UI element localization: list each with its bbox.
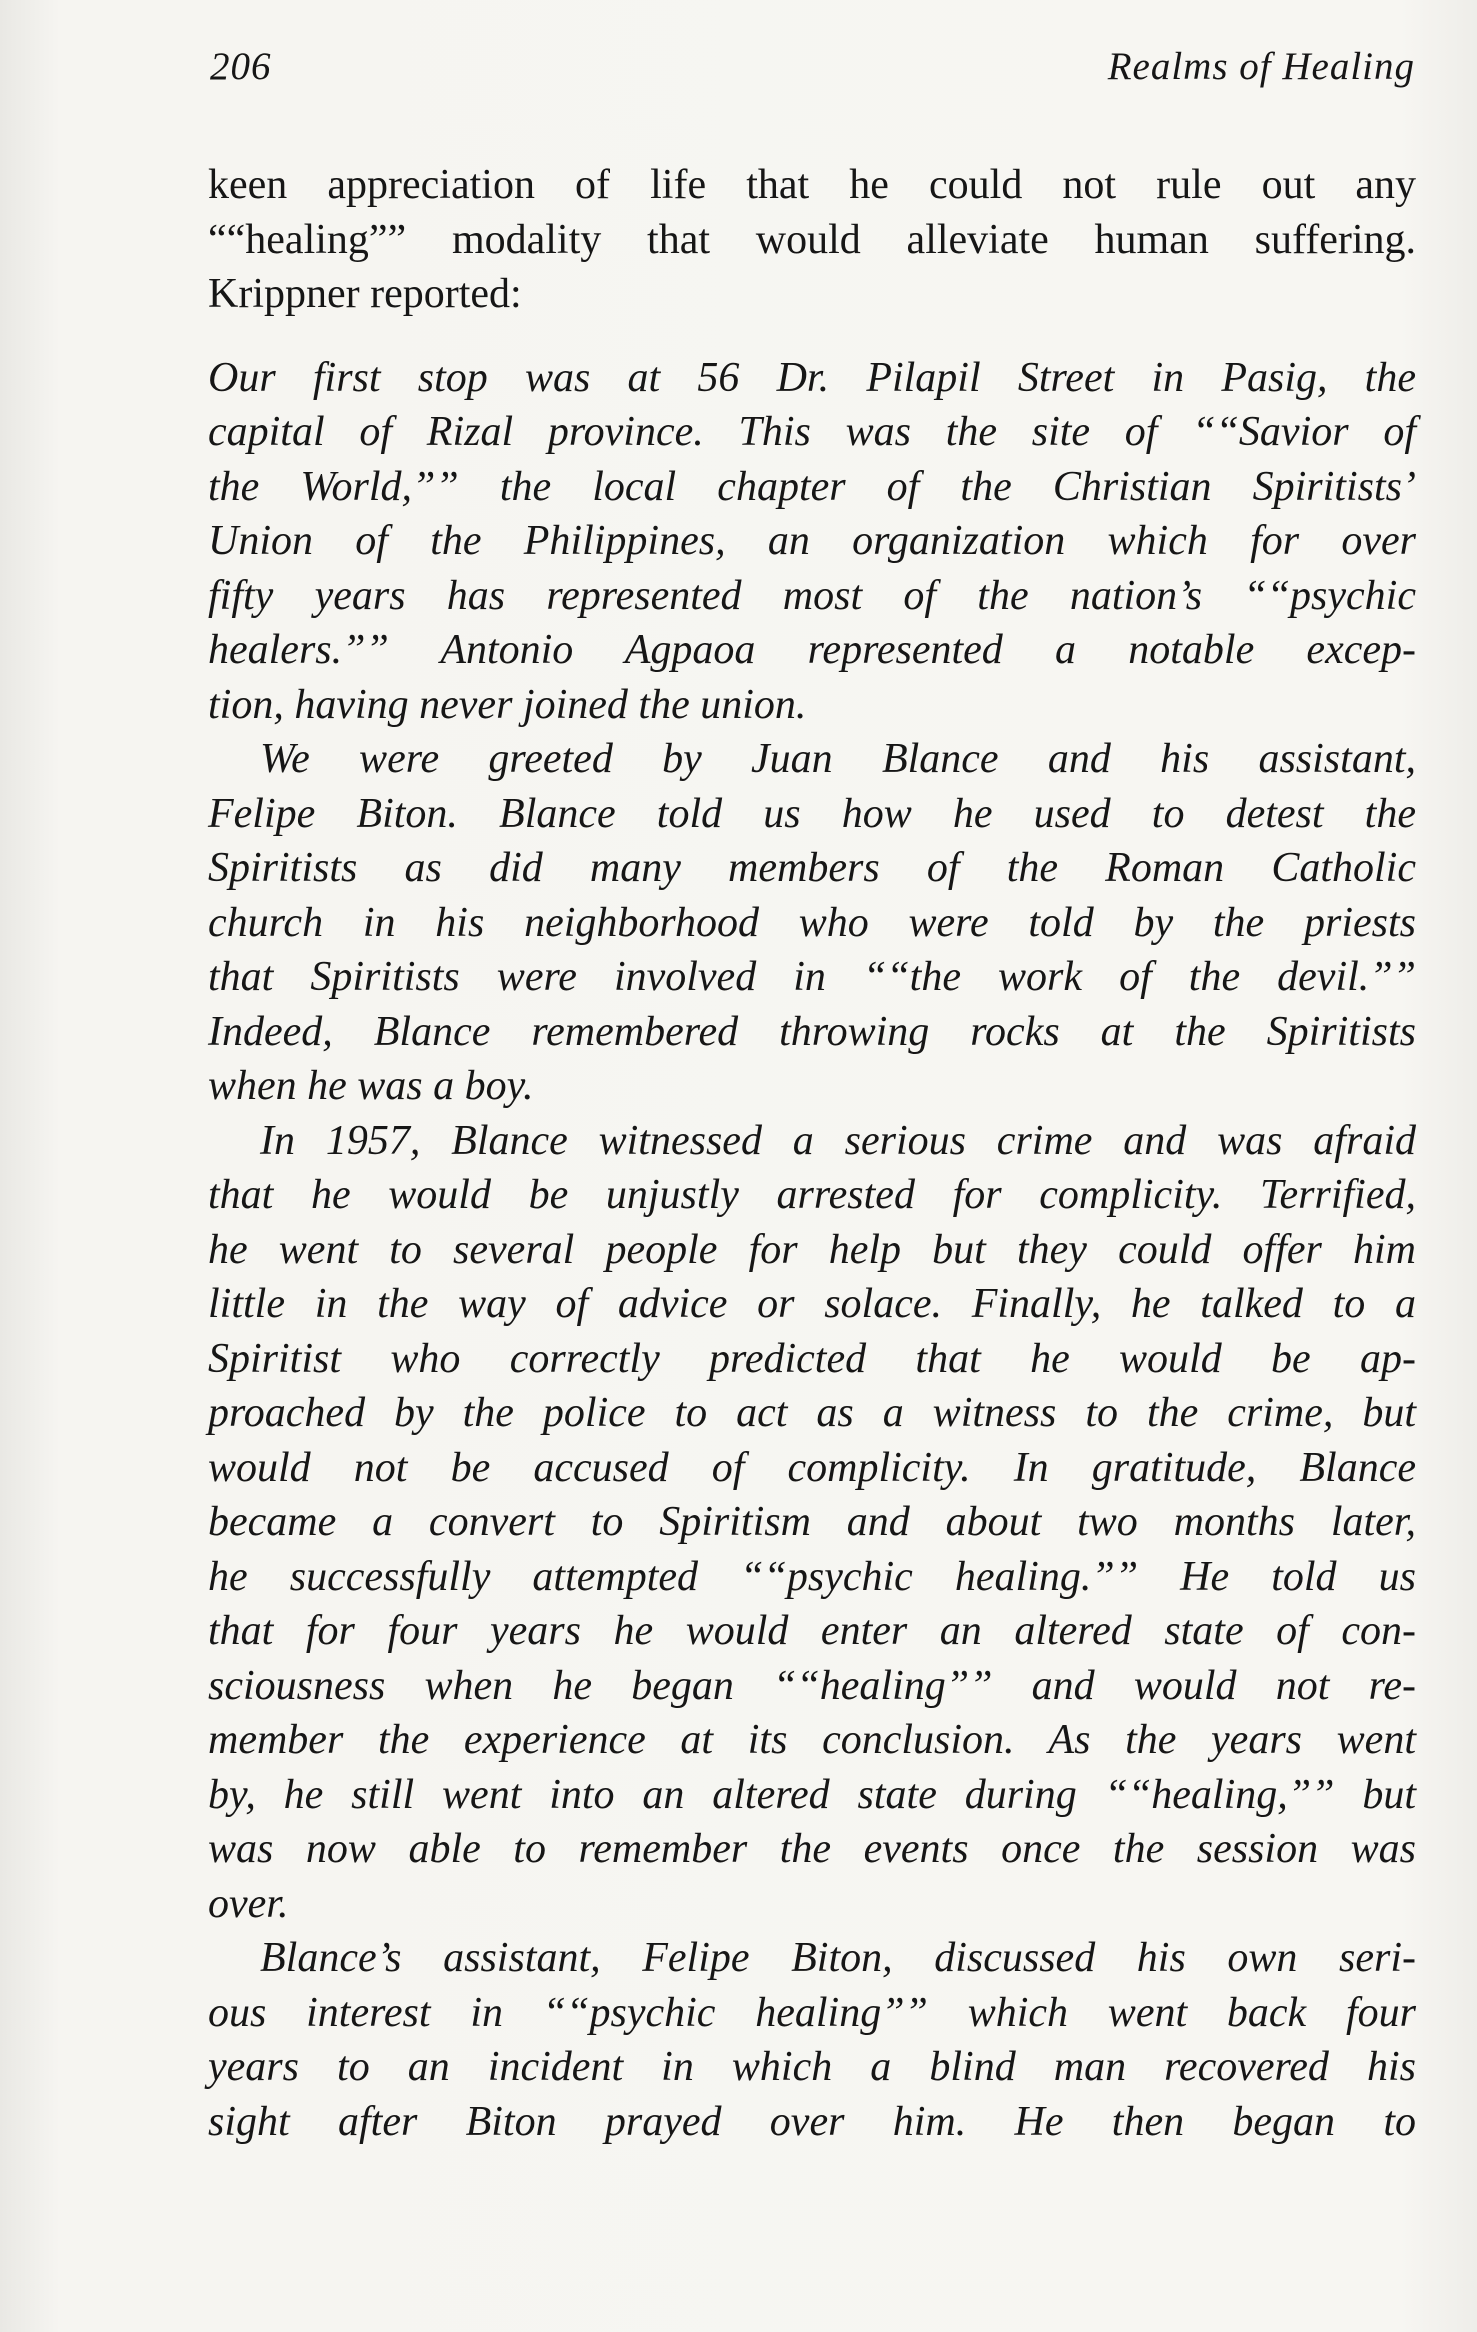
text-line: member the experience at its conclusion. As the years went bbox=[208, 1717, 1416, 1763]
intro-paragraph bbox=[208, 158, 1416, 322]
text-line: the World,”” the local chapter of the Christian Spiritists’ bbox=[208, 463, 1416, 510]
text-line: capital of Rizal province. This was the site of ““Savior of bbox=[208, 409, 1416, 455]
text-line: became a convert to Spiritism and about two months later, bbox=[208, 1499, 1416, 1545]
text-line: fifty years has represented most of the nation’s ““psychic bbox=[208, 572, 1416, 619]
text-line: by, he still went into an altered state during ““healing,”” but bbox=[208, 1771, 1416, 1818]
text-line: tion, having never joined the union. bbox=[208, 681, 807, 728]
text-line: Blance’s assistant, Felipe Biton, discussed his own seri- bbox=[260, 1935, 1416, 1981]
text-line: that for four years he would enter an altered state of con- bbox=[208, 1608, 1416, 1654]
running-title: Realms of Healing bbox=[1107, 45, 1415, 88]
text-line: ous interest in ““psychic healing”” which went back four bbox=[208, 1989, 1416, 2036]
text-line: he went to several people for help but they could offer him bbox=[208, 1226, 1416, 1273]
quote-paragraph-3 bbox=[208, 1114, 1416, 1932]
text-line: that Spiritists were involved in ““the work of the devil.”” bbox=[208, 954, 1416, 1000]
text-line: We were greeted by Juan Blance and his assistant, bbox=[260, 736, 1416, 782]
text-line: when he was a boy. bbox=[208, 1063, 534, 1109]
text-line: Indeed, Blance remembered throwing rocks at the Spiritists bbox=[208, 1008, 1416, 1055]
text-line: Spiritist who correctly predicted that he would be ap- bbox=[208, 1335, 1416, 1382]
text-line: would not be accused of complicity. In gratitude, Blance bbox=[208, 1444, 1416, 1491]
page-number: 206 bbox=[210, 45, 272, 88]
block-quote bbox=[208, 351, 1416, 2150]
text-line: he successfully attempted ““psychic healing.”” He told us bbox=[208, 1553, 1416, 1600]
text-line: Krippner reported: bbox=[208, 271, 522, 317]
text-line: Our first stop was at 56 Dr. Pilapil Street in Pasig, the bbox=[208, 354, 1416, 401]
text-line: years to an incident in which a blind man recovered his bbox=[208, 2044, 1416, 2090]
text-line: healers.”” Antonio Agpaoa represented a notable excep- bbox=[208, 627, 1416, 673]
text-line: church in his neighborhood who were told by the priests bbox=[208, 899, 1416, 946]
text-line: Felipe Biton. Blance told us how he used to detest the bbox=[208, 790, 1416, 837]
text-line: that he would be unjustly arrested for complicity. Terrified, bbox=[208, 1172, 1416, 1218]
text-line: proached by the police to act as a witness to the crime, but bbox=[208, 1390, 1416, 1436]
body-text bbox=[208, 158, 1416, 2149]
text-line: ““healing”” modality that would alleviate human suffering. bbox=[208, 216, 1416, 263]
text-line: Spiritists as did many members of the Roman Catholic bbox=[208, 845, 1416, 891]
text-line: Union of the Philippines, an organization which for over bbox=[208, 518, 1416, 564]
quote-paragraph-2 bbox=[208, 732, 1416, 1114]
quote-paragraph-4 bbox=[208, 1931, 1416, 2149]
text-line: keen appreciation of life that he could not rule out any bbox=[208, 162, 1416, 208]
text-line: sight after Biton prayed over him. He then began to bbox=[208, 2098, 1416, 2145]
quote-paragraph-1 bbox=[208, 351, 1416, 733]
running-header bbox=[210, 44, 1415, 104]
text-line: sciousness when he began ““healing”” and would not re- bbox=[208, 1662, 1416, 1709]
text-line: was now able to remember the events once the session was bbox=[208, 1826, 1416, 1872]
text-line: little in the way of advice or solace. Finally, he talked to a bbox=[208, 1281, 1416, 1327]
text-line: over. bbox=[208, 1880, 289, 1927]
text-line: In 1957, Blance witnessed a serious crime and was afraid bbox=[260, 1117, 1416, 1164]
